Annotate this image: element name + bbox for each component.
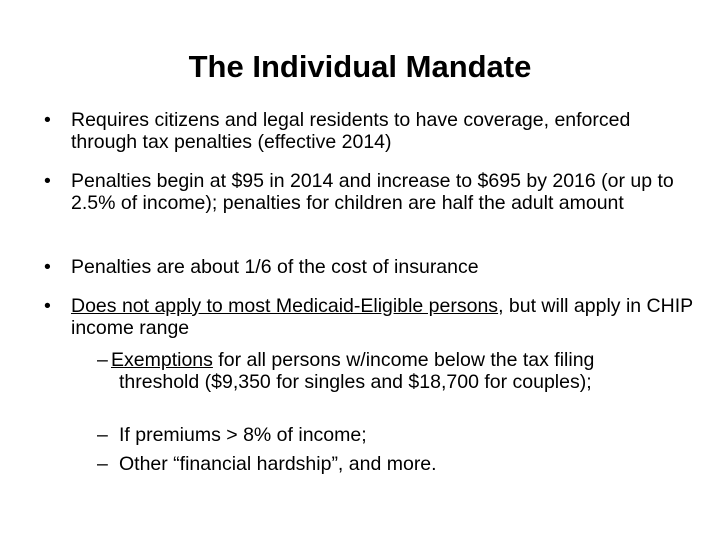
sub-bullet-item (97, 453, 679, 475)
sub-bullet-text-rest: for all persons w/income below the tax filing threshold ($9,350 for singles and $18,700 for couples); (119, 349, 595, 393)
bullet-item (44, 109, 694, 153)
exemptions-link[interactable]: Exemptions (111, 349, 213, 371)
bullet-text: Penalties are about 1/6 of the cost of insurance (71, 256, 479, 278)
sub-bullet-marker: – (97, 349, 108, 371)
bullet-text: Requires citizens and legal residents to have coverage, enforced through tax penalties (effective 2014) (71, 109, 631, 153)
bullet-item (44, 256, 694, 278)
slide-title: The Individual Mandate (188, 49, 532, 84)
sub-bullet-marker: – (97, 424, 108, 446)
sub-bullet-text (111, 349, 679, 393)
bullet-item (44, 295, 694, 339)
sub-bullet-text: Other “financial hardship”, and more. (119, 453, 437, 475)
sub-bullet-text: If premiums > 8% of income; (119, 424, 367, 446)
bullet-marker: • (44, 295, 51, 317)
bullet-text: Penalties begin at $95 in 2014 and increase to $695 by 2016 (or up to 2.5% of income); penalties for children are half the adult amount (71, 170, 674, 214)
sub-bullet-item (97, 349, 679, 393)
bullet-text-rest: , but will apply in CHIP income range (71, 295, 693, 339)
sub-bullet-marker: – (97, 453, 108, 475)
bullet-marker: • (44, 170, 51, 192)
bullet-marker: • (44, 109, 51, 131)
sub-bullet-item (97, 424, 679, 446)
bullet-text (71, 295, 694, 339)
medicaid-eligible-link[interactable]: Does not apply to most Medicaid-Eligible persons (71, 295, 499, 317)
bullet-marker: • (44, 256, 51, 278)
bullet-item (44, 170, 694, 214)
